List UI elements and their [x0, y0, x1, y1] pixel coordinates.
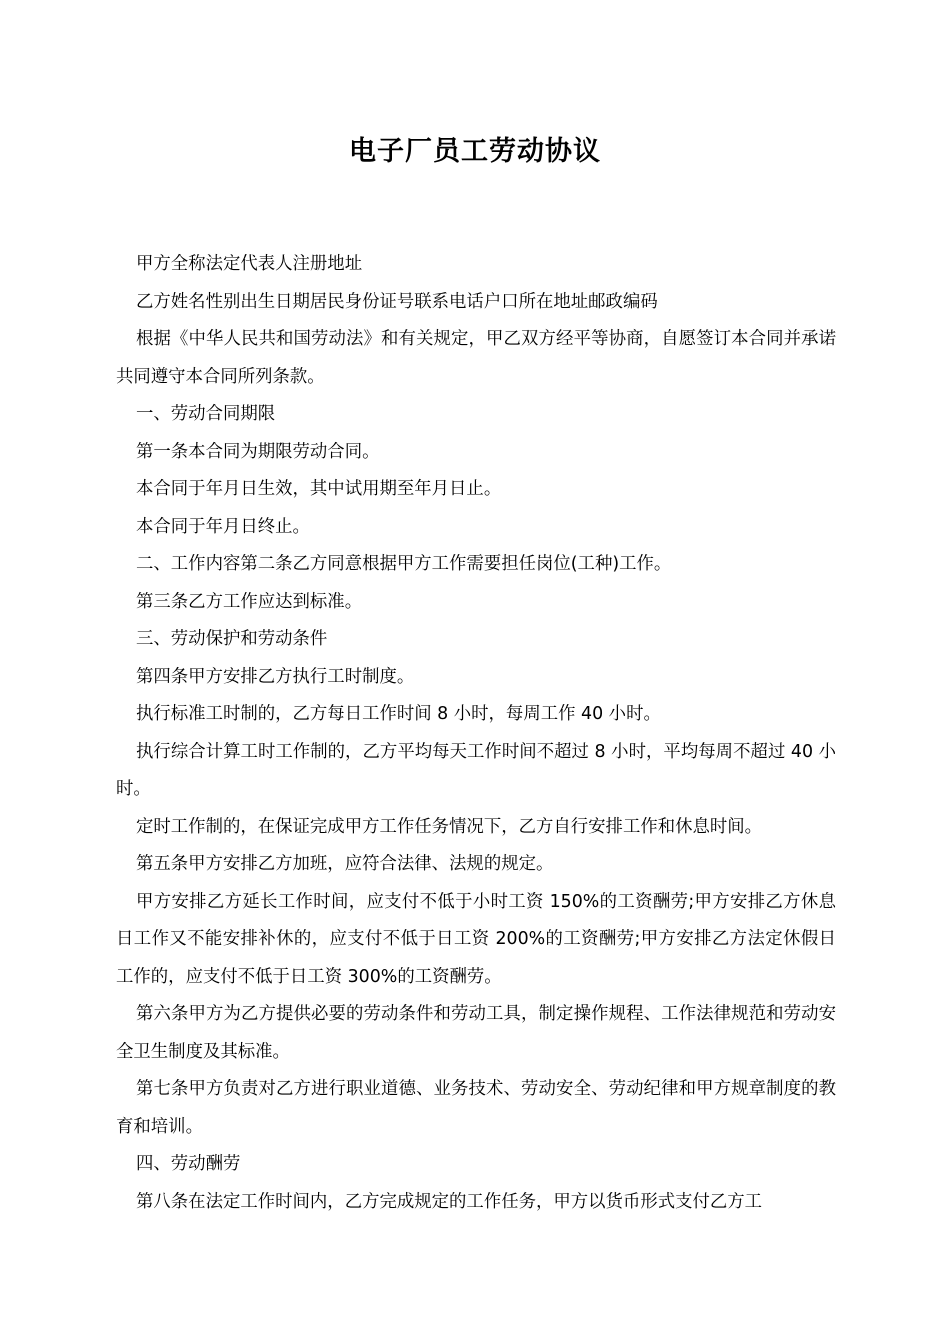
paragraph-article-1: 第一条本合同为期限劳动合同。 [136, 441, 380, 462]
paragraph-article-6: 第六条甲方为乙方提供必要的劳动条件和劳动工具，制定操作规程、工作法律规范和劳动安全卫生制度及其标准。 [116, 1004, 836, 1062]
section-heading-protection: 三、劳动保护和劳动条件 [136, 629, 328, 649]
paragraph-party-a: 甲方全称法定代表人注册地址 [136, 254, 363, 274]
paragraph-flexible-hours: 定时工作制的，在保证完成甲方工作任务情况下，乙方自行安排工作和休息时间。 [136, 816, 763, 837]
section-heading-remuneration: 四、劳动酬劳 [136, 1154, 241, 1174]
paragraph-article-3: 第三条乙方工作应达到标准。 [136, 591, 363, 612]
paragraph-standard-hours: 执行标准工时制的，乙方每日工作时间 8 小时，每周工作 40 小时。 [136, 704, 661, 724]
document-body [116, 246, 836, 1221]
document-title: 电子厂员工劳动协议 [349, 136, 601, 167]
paragraph-party-b: 乙方姓名性别出生日期居民身份证号联系电话户口所在地址邮政编码 [136, 291, 658, 312]
paragraph-termination-date: 本合同于年月日终止。 [136, 516, 310, 537]
paragraph-comprehensive-hours: 执行综合计算工时工作制的，乙方平均每天工作时间不超过 8 小时，平均每周不超过 40 小时。 [116, 741, 836, 799]
paragraph-article-4: 第四条甲方安排乙方执行工时制度。 [136, 666, 415, 687]
paragraph-article-5: 第五条甲方安排乙方加班，应符合法律、法规的规定。 [136, 854, 554, 874]
paragraph-preamble: 根据《中华人民共和国劳动法》和有关规定，甲乙双方经平等协商，自愿签订本合同并承诺共同遵守本合同所列条款。 [116, 329, 836, 387]
section-heading-work-content: 二、工作内容第二条乙方同意根据甲方工作需要担任岗位(工种)工作。 [136, 554, 672, 574]
section-heading-term: 一、劳动合同期限 [136, 404, 276, 424]
paragraph-article-7: 第七条甲方负责对乙方进行职业道德、业务技术、劳动安全、劳动纪律和甲方规章制度的教育和培训。 [116, 1079, 836, 1137]
paragraph-article-8: 第八条在法定工作时间内，乙方完成规定的工作任务，甲方以货币形式支付乙方工 [136, 1191, 763, 1212]
paragraph-effective-date: 本合同于年月日生效，其中试用期至年月日止。 [136, 479, 502, 499]
paragraph-overtime-pay: 甲方安排乙方延长工作时间，应支付不低于小时工资 150%的工资酬劳;甲方安排乙方休息日工作又不能安排补休的，应支付不低于日工资 200%的工资酬劳;甲方安排乙方法定休假日工作的，应支付不低于日工资 300%的工资酬劳。 [116, 891, 836, 987]
